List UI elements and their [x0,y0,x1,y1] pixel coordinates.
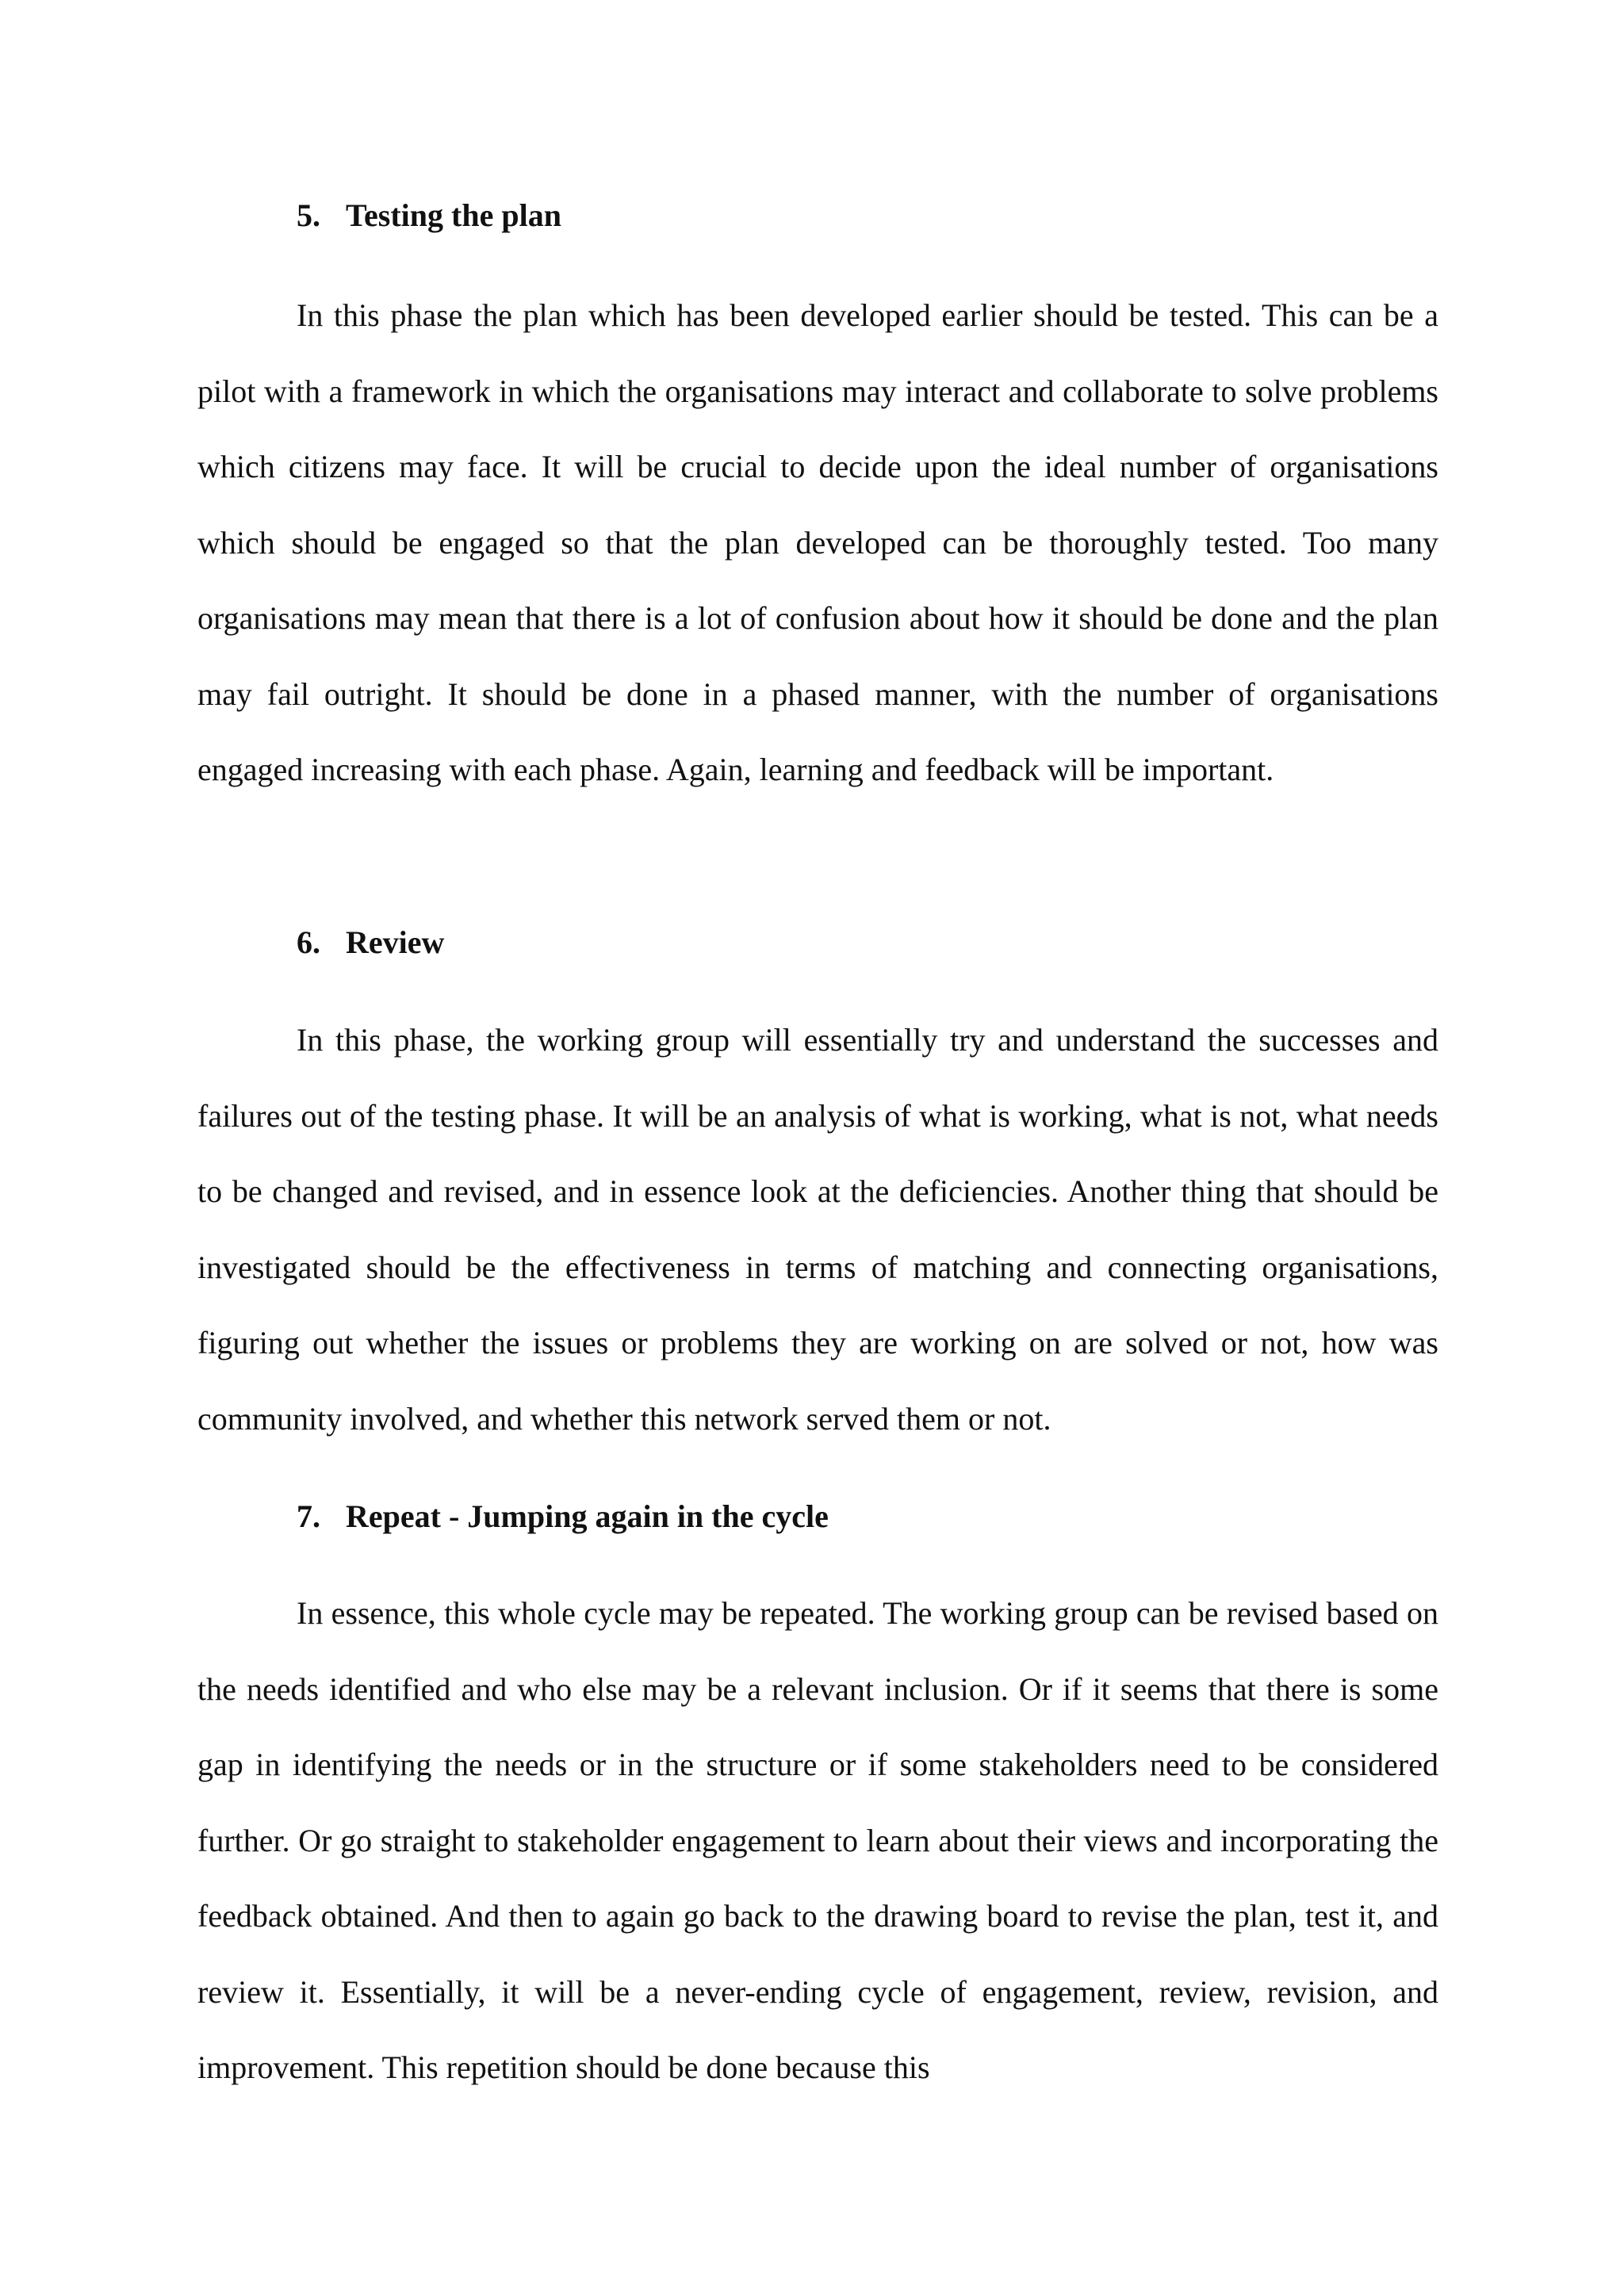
section-number: 7. [297,1498,320,1534]
section-title: Testing the plan [346,197,561,233]
section-heading-testing-the-plan [297,197,561,235]
section-number: 5. [297,197,320,233]
section-heading-repeat [297,1498,829,1536]
section-body-review: In this phase, the working group will essentially try and understand the successes and failures out of the testing phase. It will be an analysis of what is working, what is not, what needs to be changed and revised, and in essence look at the deficiencies. Another thing that should be investigated should be the effectiveness in terms of matching and connecting organisations, figuring out whether the issues or problems they are working on are solved or not, how was community involved, and whether this network served them or not. [197,1022,1438,1437]
section-body-repeat: In essence, this whole cycle may be repeated. The working group can be revised based on the needs identified and who else may be a relevant inclusion. Or if it seems that there is some gap in identifying the needs or in the structure or if some stakeholders need to be considered further. Or go straight to stakeholder engagement to learn about their views and incorporating the feedback obtained. And then to again go back to the drawing board to revise the plan, test it, and review it. Essentially, it will be a never-ending cycle of engagement, review, revision, and improvement. This repetition should be done because this [197,1595,1438,2085]
section-heading-review [297,924,444,962]
section-title: Review [346,924,445,960]
section-title: Repeat - Jumping again in the cycle [346,1498,829,1534]
section-number: 6. [297,924,320,960]
section-body-testing-the-plan: In this phase the plan which has been developed earlier should be tested. This can be a pilot with a framework in which the organisations may interact and collaborate to solve problems which citizens may face. It will be crucial to decide upon the ideal number of organisations which should be engaged so that the plan developed can be thoroughly tested. Too many organisations may mean that there is a lot of confusion about how it should be done and the plan may fail outright. It should be done in a phased manner, with the number of organisations engaged increasing with each phase. Again, learning and feedback will be important. [197,297,1438,787]
